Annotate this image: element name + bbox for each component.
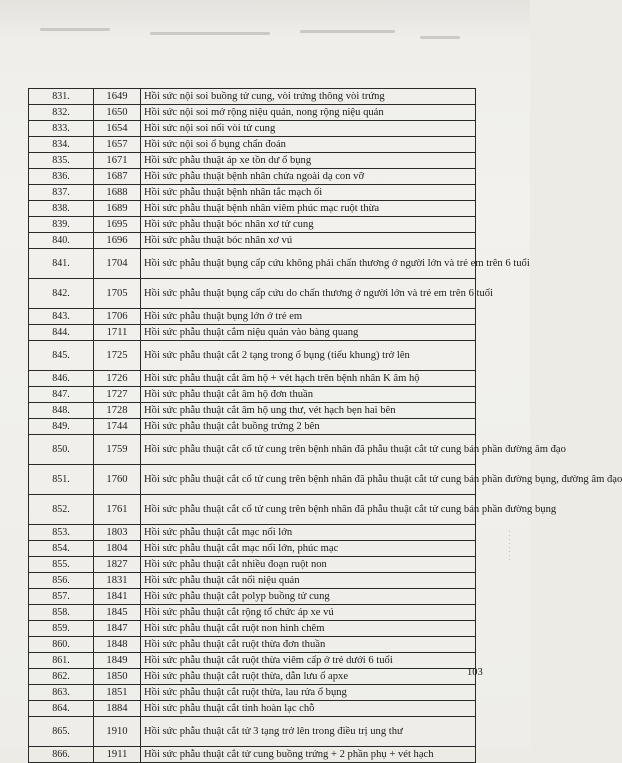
procedure-table [28,88,622,763]
procedure-code: 1804 [94,541,141,557]
procedure-name: Hồi sức phẫu thuật cắt ruột thừa đơn thuần [141,637,476,653]
table-row [29,653,476,669]
procedure-name: Hồi sức nội soi nối vòi tử cung [141,121,476,137]
procedure-name: Hồi sức phẫu thuật bóc nhân xơ vú [141,233,476,249]
row-number: 855. [29,557,94,573]
procedure-name: Hồi sức nội soi ổ bụng chẩn đoán [141,137,476,153]
procedure-name: Hồi sức phẫu thuật cắt buồng trứng 2 bên [141,419,476,435]
procedure-name: Hồi sức phẫu thuật cắt cổ tử cung trên bệnh nhân đã phẫu thuật cắt tử cung bán phần đường bụng [141,495,476,525]
procedure-code: 1831 [94,573,141,589]
procedure-name: Hồi sức phẫu thuật bệnh nhân tắc mạch ối [141,185,476,201]
row-number: 845. [29,341,94,371]
row-number: 859. [29,621,94,637]
procedure-code: 1654 [94,121,141,137]
row-number: 856. [29,573,94,589]
procedure-code: 1726 [94,371,141,387]
table-row [29,105,476,121]
procedure-name: Hồi sức phẫu thuật cắt âm hộ đơn thuần [141,387,476,403]
procedure-name: Hồi sức phẫu thuật cắt ruột non hình chêm [141,621,476,637]
row-number: 865. [29,717,94,747]
table-row [29,89,476,105]
procedure-name: Hồi sức phẫu thuật cắt nối niệu quản [141,573,476,589]
procedure-name: Hồi sức phẫu thuật cắt tử 3 tạng trở lên trong điều trị ung thư [141,717,476,747]
procedure-code: 1687 [94,169,141,185]
table-row [29,185,476,201]
table-row [29,573,476,589]
table-row [29,325,476,341]
table-row [29,309,476,325]
row-number: 861. [29,653,94,669]
row-number: 847. [29,387,94,403]
page-number: 103 [467,667,483,678]
procedure-name: Hồi sức phẫu thuật cắt âm hộ + vét hạch trên bệnh nhân K âm hộ [141,371,476,387]
row-number: 852. [29,495,94,525]
table-row [29,621,476,637]
row-number: 843. [29,309,94,325]
table-row [29,717,476,747]
procedure-code: 1727 [94,387,141,403]
table-row [29,669,476,685]
row-number: 866. [29,747,94,763]
procedure-code: 1706 [94,309,141,325]
procedure-name: Hồi sức phẫu thuật bụng lớn ở trẻ em [141,309,476,325]
procedure-name: Hồi sức phẫu thuật cắt ruột thừa, dẫn lưu ổ apxe [141,669,476,685]
procedure-name: Hồi sức phẫu thuật bụng cấp cứu do chấn thương ở người lớn và trẻ em trên 6 tuổi [141,279,476,309]
row-number: 862. [29,669,94,685]
table-row [29,589,476,605]
table-row [29,217,476,233]
table-row [29,137,476,153]
procedure-name: Hồi sức phẫu thuật cắt rộng tổ chức áp xe vú [141,605,476,621]
procedure-name: Hồi sức phẫu thuật cắt ruột thừa, lau rửa ổ bụng [141,685,476,701]
table-row [29,371,476,387]
procedure-code: 1884 [94,701,141,717]
procedure-code: 1760 [94,465,141,495]
row-number: 831. [29,89,94,105]
procedure-code: 1705 [94,279,141,309]
procedure-name: Hồi sức nội soi buồng tử cung, vòi trứng thông vòi trứng [141,89,476,105]
procedure-code: 1841 [94,589,141,605]
table-row [29,701,476,717]
table-row [29,233,476,249]
row-number: 858. [29,605,94,621]
row-number: 844. [29,325,94,341]
row-number: 832. [29,105,94,121]
table-row [29,495,476,525]
procedure-name: Hồi sức phẫu thuật cắt nhiều đoạn ruột non [141,557,476,573]
procedure-name: Hồi sức phẫu thuật cắt cổ tử cung trên bệnh nhân đã phẫu thuật cắt tử cung bán phần đường bụng, đường âm đạo [141,465,476,495]
procedure-name: Hồi sức phẫu thuật bóc nhân xơ tử cung [141,217,476,233]
row-number: 849. [29,419,94,435]
procedure-name: Hồi sức phẫu thuật cắt ruột thừa viêm cấp ở trẻ dưới 6 tuổi [141,653,476,669]
procedure-code: 1704 [94,249,141,279]
procedure-code: 1803 [94,525,141,541]
table-row [29,605,476,621]
table-row [29,201,476,217]
table-row [29,249,476,279]
procedure-code: 1657 [94,137,141,153]
procedure-code: 1650 [94,105,141,121]
row-number: 841. [29,249,94,279]
procedure-code: 1910 [94,717,141,747]
show-through-artifact [0,0,530,60]
procedure-name: Hồi sức phẫu thuật cắt tử cung buồng trứng + 2 phần phụ + vét hạch [141,747,476,763]
table-row [29,637,476,653]
table-row [29,557,476,573]
procedure-code: 1848 [94,637,141,653]
procedure-name: Hồi sức phẫu thuật cắt mạc nối lớn [141,525,476,541]
procedure-name: Hồi sức phẫu thuật cắt cổ tử cung trên bệnh nhân đã phẫu thuật cắt tử cung bán phần đường âm đạo [141,435,476,465]
table-row [29,419,476,435]
row-number: 838. [29,201,94,217]
procedure-code: 1744 [94,419,141,435]
procedure-name: Hồi sức phẫu thuật áp xe tồn dư ổ bụng [141,153,476,169]
procedure-code: 1671 [94,153,141,169]
table-row [29,279,476,309]
row-number: 850. [29,435,94,465]
procedure-code: 1695 [94,217,141,233]
row-number: 836. [29,169,94,185]
row-number: 854. [29,541,94,557]
procedure-name: Hồi sức phẫu thuật cắt polyp buồng tử cung [141,589,476,605]
procedure-code: 1688 [94,185,141,201]
procedure-code: 1759 [94,435,141,465]
row-number: 833. [29,121,94,137]
row-number: 837. [29,185,94,201]
procedure-code: 1696 [94,233,141,249]
procedure-name: Hồi sức phẫu thuật bệnh nhân viêm phúc mạc ruột thừa [141,201,476,217]
row-number: 857. [29,589,94,605]
row-number: 863. [29,685,94,701]
row-number: 864. [29,701,94,717]
table-row [29,121,476,137]
procedure-name: Hồi sức phẫu thuật bụng cấp cứu không phải chấn thương ở người lớn và trẻ em trên 6 tuổi [141,249,476,279]
procedure-code: 1850 [94,669,141,685]
procedure-code: 1725 [94,341,141,371]
stamp-mark: · · · · · · · · [505,530,513,561]
procedure-name: Hồi sức phẫu thuật cắt mạc nối lớn, phúc mạc [141,541,476,557]
table-row [29,465,476,495]
procedure-code: 1827 [94,557,141,573]
table-row [29,403,476,419]
procedure-code: 1689 [94,201,141,217]
table-row [29,153,476,169]
procedure-name: Hồi sức phẫu thuật cắm niệu quản vào bàng quang [141,325,476,341]
row-number: 851. [29,465,94,495]
procedure-name: Hồi sức phẫu thuật cắt 2 tạng trong ổ bụng (tiểu khung) trở lên [141,341,476,371]
procedure-code: 1761 [94,495,141,525]
row-number: 839. [29,217,94,233]
table-row [29,435,476,465]
row-number: 853. [29,525,94,541]
table-row [29,541,476,557]
row-number: 840. [29,233,94,249]
procedure-code: 1911 [94,747,141,763]
table-row [29,387,476,403]
row-number: 835. [29,153,94,169]
procedure-code: 1851 [94,685,141,701]
procedure-code: 1728 [94,403,141,419]
procedure-code: 1711 [94,325,141,341]
procedure-code: 1849 [94,653,141,669]
procedure-name: Hồi sức phẫu thuật cắt tinh hoàn lạc chỗ [141,701,476,717]
table-row [29,525,476,541]
procedure-name: Hồi sức phẫu thuật cắt âm hộ ung thư, vét hạch bẹn hai bên [141,403,476,419]
table-row [29,169,476,185]
procedure-code: 1847 [94,621,141,637]
table-row [29,747,476,763]
procedure-name: Hồi sức nội soi mở rộng niệu quản, nong rộng niệu quản [141,105,476,121]
table-row [29,685,476,701]
row-number: 848. [29,403,94,419]
row-number: 834. [29,137,94,153]
procedure-code: 1649 [94,89,141,105]
row-number: 846. [29,371,94,387]
procedure-code: 1845 [94,605,141,621]
row-number: 842. [29,279,94,309]
procedure-name: Hồi sức phẫu thuật bệnh nhân chửa ngoài dạ con vỡ [141,169,476,185]
table-row [29,341,476,371]
row-number: 860. [29,637,94,653]
